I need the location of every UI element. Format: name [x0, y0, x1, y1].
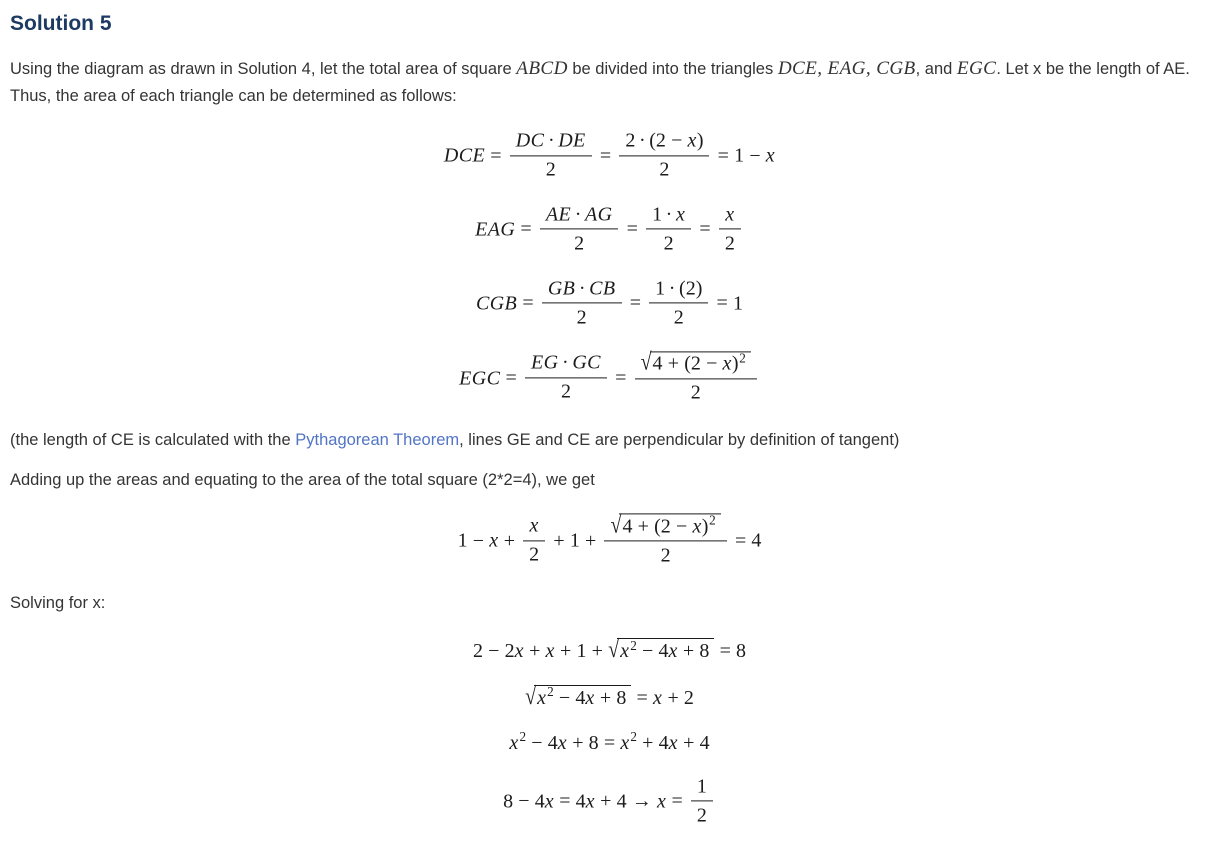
math-variable: x	[620, 732, 630, 754]
math-operator: −	[641, 640, 654, 663]
fraction-denominator	[635, 378, 757, 404]
math-operator: +	[642, 732, 654, 754]
page-title: Solution 5	[10, 12, 112, 35]
math-operator: +	[667, 352, 680, 375]
math-operator: −	[488, 640, 500, 663]
fraction-denominator	[604, 541, 726, 567]
fraction-numerator	[649, 277, 708, 302]
math-number: 2	[529, 543, 540, 566]
radical-icon: √	[608, 636, 620, 664]
math-number: 4	[575, 687, 586, 709]
math-number: 1	[734, 144, 745, 167]
display-equation-13	[10, 777, 1209, 829]
math-number: 2	[660, 515, 671, 538]
math-number: 2	[696, 804, 707, 827]
math-operator: +	[560, 640, 572, 663]
math-number: 2	[504, 640, 515, 663]
display-equation-10	[10, 638, 1209, 663]
math-fraction	[649, 277, 708, 329]
math-operator: =	[626, 218, 638, 241]
math-number: 4	[622, 515, 633, 538]
math-superscript: 2	[739, 350, 746, 366]
inline-math: DCE, EAG, CGB	[777, 58, 916, 79]
math-operator: =	[505, 366, 517, 389]
fraction-numerator	[542, 277, 622, 302]
math-variable: x	[722, 352, 732, 375]
display-equation-11	[10, 685, 1209, 710]
math-fraction	[542, 277, 622, 329]
math-variable: x	[545, 640, 555, 663]
math-operator: +	[572, 732, 584, 754]
paragraph-1	[10, 54, 1209, 109]
math-operator: =	[559, 790, 571, 813]
fraction-numerator	[540, 203, 619, 228]
math-number: 1	[576, 640, 587, 663]
math-cdot-operator: ·	[574, 203, 582, 226]
math-cdot-operator: ·	[578, 277, 586, 300]
math-cdot-operator: ·	[547, 129, 555, 152]
math-sqrt	[610, 511, 720, 539]
equation-content	[509, 729, 710, 755]
math-number: 4	[658, 640, 669, 663]
math-variable: AE	[545, 203, 572, 226]
inline-math: ABCD	[516, 58, 568, 79]
math-number: 1	[457, 529, 468, 552]
math-variable: x	[585, 790, 595, 813]
math-number: 2	[576, 305, 587, 328]
math-fraction	[525, 352, 607, 404]
text-run: Solving for x:	[10, 593, 106, 612]
math-number: 4	[534, 790, 545, 813]
math-superscript: 2	[519, 729, 527, 745]
math-fraction	[635, 351, 757, 405]
math-number: (	[654, 515, 661, 538]
math-fraction	[510, 130, 592, 182]
math-variable: EGC	[459, 366, 501, 389]
math-operator: =	[734, 529, 747, 552]
math-variable: x	[765, 144, 776, 167]
math-number: 8	[736, 640, 747, 663]
math-operator: −	[558, 687, 571, 709]
fraction-denominator	[510, 155, 592, 181]
math-operator: =	[522, 292, 534, 315]
equation-content	[457, 511, 762, 569]
math-operator: −	[706, 352, 718, 375]
radical-icon: √	[525, 683, 537, 711]
math-number: 2	[683, 687, 694, 709]
math-operator: =	[636, 687, 648, 709]
math-number: 2	[560, 380, 571, 403]
fraction-denominator	[525, 377, 607, 403]
math-cdot-operator: ·	[668, 277, 676, 300]
math-variable: x	[687, 129, 697, 152]
math-sqrt	[641, 351, 751, 376]
sqrt-radicand	[619, 514, 720, 539]
math-cdot-operator: ·	[562, 351, 569, 374]
math-number: (	[649, 129, 656, 152]
math-operator: =	[717, 144, 729, 167]
math-operator: −	[531, 732, 543, 754]
inline-math: EGC	[956, 58, 997, 79]
fraction-denominator	[649, 303, 708, 329]
math-variable: x	[509, 732, 519, 754]
math-variable: DCE	[443, 144, 486, 167]
math-operator: +	[591, 640, 603, 663]
math-operator: −	[675, 515, 688, 538]
math-fraction	[646, 203, 691, 255]
math-operator: =	[520, 218, 532, 241]
math-variable: x	[668, 640, 678, 663]
math-operator: =	[599, 144, 612, 167]
equation-content	[476, 279, 743, 331]
math-number: 2	[659, 158, 670, 181]
math-sqrt	[608, 638, 714, 663]
text-run: (the length of CE is calculated with the	[10, 431, 296, 450]
text-run: be divided into the triangles	[567, 60, 778, 78]
math-number: 8	[503, 790, 514, 813]
display-equation-8	[10, 511, 1209, 569]
math-variable: x	[514, 640, 524, 663]
paragraph-6	[10, 428, 1209, 454]
math-number: 8	[699, 640, 710, 663]
paragraph-7	[10, 468, 1209, 494]
display-equation-3	[10, 205, 1209, 257]
sqrt-radicand	[617, 638, 714, 663]
math-cdot-operator: ·	[638, 129, 646, 152]
equation-content	[473, 638, 746, 663]
text-run: , lines GE and CE are perpendicular by definition of tangent)	[459, 431, 900, 450]
math-operator: =	[615, 366, 627, 389]
display-equation-5	[10, 349, 1209, 407]
fraction-denominator	[646, 229, 691, 255]
solution-content	[10, 54, 1209, 829]
math-number: 4	[658, 732, 669, 754]
math-superscript: 2	[709, 512, 716, 528]
math-operator: =	[719, 640, 731, 663]
math-operator: =	[671, 790, 683, 813]
link-pythagorean-theorem[interactable]: Pythagorean Theorem	[295, 431, 460, 450]
equation-content	[503, 777, 716, 829]
math-number: 1	[733, 292, 744, 315]
math-variable: GC	[572, 351, 601, 374]
math-number: 2	[472, 640, 483, 663]
display-equation-12	[10, 729, 1209, 755]
math-variable: x	[692, 515, 702, 538]
math-superscript: 2	[630, 637, 637, 653]
math-number: 2	[574, 232, 585, 255]
math-number: 2	[690, 381, 701, 404]
radical-icon: √	[640, 349, 652, 376]
equation-content	[525, 685, 694, 710]
sqrt-radicand	[650, 351, 751, 376]
math-number: (2)	[679, 277, 703, 300]
math-operator: +	[529, 640, 541, 663]
math-variable: x	[557, 732, 568, 754]
math-number: 1	[696, 775, 707, 798]
math-number: 2	[625, 129, 636, 152]
math-operator: +	[503, 529, 515, 552]
math-superscript: 2	[547, 684, 554, 700]
fraction-denominator	[719, 229, 741, 255]
fraction-denominator	[540, 229, 619, 255]
math-number: 4	[547, 732, 558, 754]
fraction-denominator	[619, 155, 709, 181]
math-sqrt	[525, 685, 631, 710]
fraction-numerator	[510, 130, 592, 155]
math-variable: x	[544, 790, 555, 813]
math-operator: +	[553, 529, 565, 552]
math-operator: −	[671, 129, 683, 152]
math-operator: =	[699, 218, 711, 241]
radical-icon: √	[610, 511, 622, 539]
fraction-denominator	[542, 303, 622, 329]
math-number: 2	[660, 544, 671, 567]
fraction-numerator	[619, 130, 709, 155]
math-variable: x	[675, 203, 686, 226]
math-variable: CGB	[475, 292, 518, 315]
text-run: Adding up the areas and equating to the area of the total square (2*2=4), we get	[10, 470, 595, 489]
sqrt-radicand	[534, 685, 631, 710]
math-operator: +	[585, 529, 597, 552]
math-fraction	[523, 515, 545, 567]
math-operator: −	[749, 144, 761, 167]
math-number: 4	[751, 529, 762, 552]
math-number: (	[684, 352, 691, 375]
display-equation-4	[10, 279, 1209, 331]
math-cdot-operator: ·	[665, 203, 673, 226]
math-number: 2	[545, 158, 556, 181]
text-run: , and	[915, 60, 957, 78]
math-operator: +	[599, 687, 612, 709]
math-operator: +	[600, 790, 612, 813]
math-fraction	[604, 511, 726, 568]
math-operator: =	[629, 292, 641, 315]
math-operator: −	[472, 529, 485, 552]
math-number: 2	[673, 305, 684, 328]
math-number: 2	[690, 352, 701, 375]
math-number: )	[731, 352, 739, 375]
math-variable: x	[585, 687, 595, 709]
math-variable: x	[652, 687, 663, 709]
math-variable: AG	[584, 203, 613, 226]
math-number: 4	[616, 790, 627, 813]
fraction-numerator	[604, 511, 726, 541]
math-operator: =	[716, 292, 728, 315]
math-variable: DC	[515, 129, 545, 152]
math-operator: =	[490, 144, 502, 167]
math-variable: x	[537, 687, 547, 709]
fraction-denominator	[523, 540, 545, 566]
math-variable: x	[620, 640, 630, 663]
math-number: 4	[652, 352, 663, 375]
math-fraction	[691, 775, 713, 827]
math-variable: EG	[530, 351, 559, 374]
math-operator: +	[682, 640, 695, 663]
math-variable: x	[725, 203, 735, 226]
fraction-numerator	[635, 351, 757, 378]
equation-content	[475, 205, 744, 257]
fraction-numerator	[646, 203, 691, 228]
math-fraction	[719, 203, 741, 255]
text-run: . Let x be the length of AE. Thus, the area of each triangle can be determined as follows:	[10, 60, 1190, 105]
math-number: )	[701, 515, 709, 538]
math-variable: DE	[558, 129, 586, 152]
math-number: 4	[575, 790, 586, 813]
math-operator: +	[683, 732, 695, 754]
paragraph-9	[10, 591, 1209, 617]
display-equation-2	[10, 131, 1209, 183]
math-number: 8	[588, 732, 599, 754]
math-superscript: 2	[630, 729, 637, 745]
fraction-numerator	[525, 352, 607, 377]
math-number: 2	[663, 232, 674, 255]
math-variable: x	[489, 529, 499, 552]
math-number: 1	[569, 529, 580, 552]
math-number: 1	[655, 277, 666, 300]
math-variable: EAG	[475, 218, 516, 241]
math-operator: =	[603, 732, 616, 754]
equation-content	[459, 349, 760, 407]
math-fraction	[540, 203, 619, 255]
math-variable: x	[656, 790, 667, 813]
math-variable: CB	[589, 277, 616, 300]
fraction-numerator	[523, 515, 545, 540]
equation-content	[444, 131, 775, 183]
math-operator: +	[637, 515, 649, 538]
fraction-numerator	[719, 203, 741, 228]
math-operator: +	[667, 687, 679, 709]
math-operator: →	[631, 790, 652, 813]
math-number: 2	[724, 232, 735, 255]
math-number: )	[696, 129, 704, 152]
math-number: 1	[652, 203, 663, 226]
math-number: 2	[655, 129, 666, 152]
math-variable: x	[668, 732, 678, 754]
fraction-numerator	[691, 775, 713, 800]
math-fraction	[619, 130, 709, 182]
text-run: Using the diagram as drawn in Solution 4, let the total area of square	[10, 60, 517, 78]
math-variable: x	[529, 514, 539, 537]
math-number: 4	[699, 732, 710, 754]
math-operator: −	[518, 790, 530, 813]
math-variable: GB	[547, 277, 576, 300]
fraction-denominator	[691, 801, 713, 827]
math-number: 8	[616, 687, 627, 709]
